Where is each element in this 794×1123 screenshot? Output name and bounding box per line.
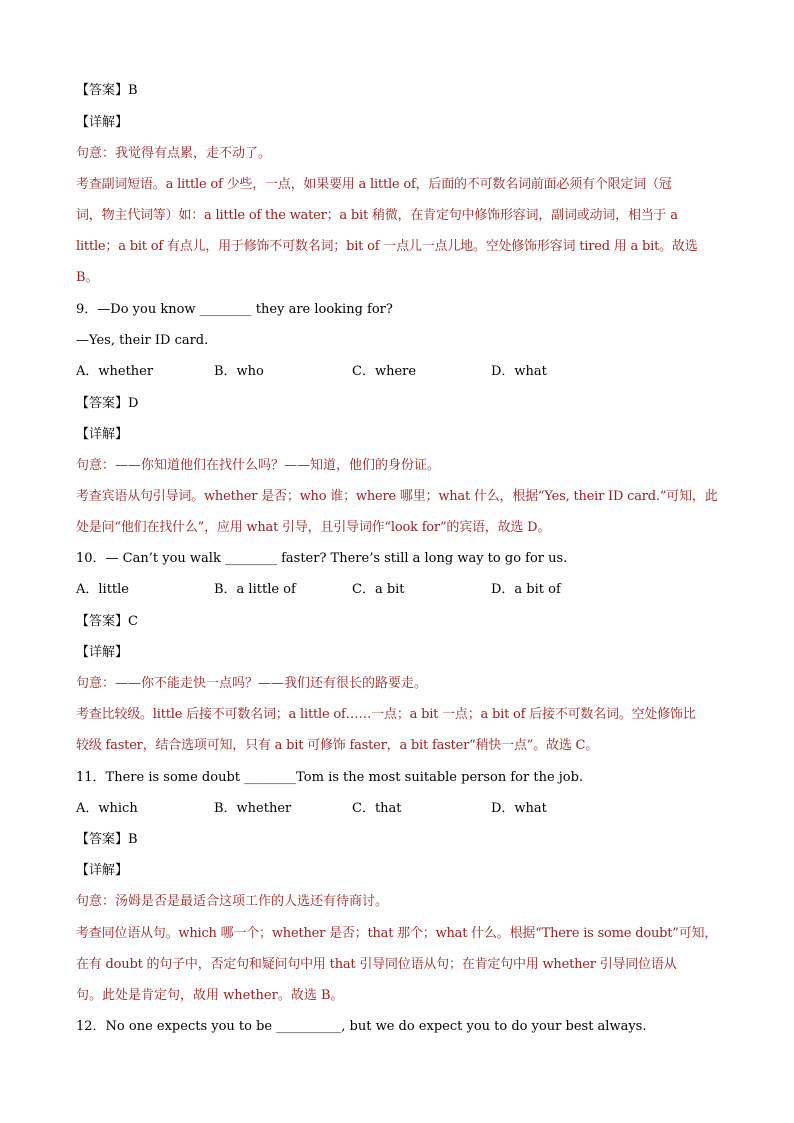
explanation-q10-line2: 较级 faster，结合选项可知，只有 a bit 可修饰 faster，a bit faster“稍快一点”。故选 C。 (76, 738, 599, 753)
explanation-q8-line1: 考查副词短语。a little of 少些，一点，如果要用 a little of，后面的不可数名词前面必须有个限定词（冠 (76, 177, 672, 192)
q10-option-c: C．a bit (352, 582, 405, 597)
q11-option-b: B．whether (214, 801, 292, 816)
q11-option-a: A．which (76, 801, 138, 816)
question-9-reply: —Yes, their ID card. (76, 333, 209, 348)
question-11: 11．There is some doubt ________Tom is the most suitable person for the job. (76, 770, 584, 785)
q10-option-a: A．little (76, 582, 130, 597)
answer-label-q8: 【答案】B (76, 83, 138, 98)
q9-option-a: A．whether (76, 364, 154, 379)
q11-option-c: C．that (352, 801, 402, 816)
question-9: 9．—Do you know ________ they are looking for? (76, 302, 393, 317)
detail-label-q9: 【详解】 (76, 427, 129, 442)
answer-label-q9: 【答案】D (76, 396, 139, 411)
explanation-q11-line2: 在有 doubt 的句子中，否定句和疑问句中用 that 引导同位语从句；在肯定句中用 whether 引导同位语从 (76, 957, 677, 972)
q10-option-d: D．a bit of (491, 582, 561, 597)
sentence-meaning-q10: 句意：——你不能走快一点吗？——我们还有很长的路要走。 (76, 676, 428, 691)
sentence-meaning-q11: 句意：汤姆是否是最适合这项工作的人选还有待商讨。 (76, 894, 389, 909)
explanation-q11-line1: 考查同位语从句。which 哪一个；whether 是否；that 那个；what 什么。根据“There is some doubt”可知， (76, 926, 718, 941)
q10-option-b: B．a little of (214, 582, 296, 597)
sentence-meaning-q9: 句意：——你知道他们在找什么吗？——知道，他们的身份证。 (76, 458, 441, 473)
q9-option-c: C．where (352, 364, 417, 379)
answer-label-q10: 【答案】C (76, 614, 138, 629)
explanation-q8-line3: little；a bit of 有点儿，用于修饰不可数名词；bit of 一点儿一点儿地。空处修饰形容词 tired 用 a bit。故选 (76, 239, 698, 254)
q9-option-d: D．what (491, 364, 547, 379)
explanation-q8-line4: B。 (76, 270, 99, 285)
sentence-meaning-q8: 句意：我觉得有点累，走不动了。 (76, 146, 272, 161)
explanation-q9-line1: 考查宾语从句引导词。whether 是否；who 谁；where 哪里；what 什么，根据“Yes, their ID card.”可知，此 (76, 489, 718, 504)
q9-option-b: B．who (214, 364, 264, 379)
explanation-q9-line2: 处是问“他们在找什么”，应用 what 引导，且引导词作“look for”的宾语，故选 D。 (76, 520, 551, 535)
answer-label-q11: 【答案】B (76, 832, 138, 847)
explanation-q8-line2: 词，物主代词等）如：a little of the water；a bit 稍微，在肯定句中修饰形容词，副词或动词，相当于 a (76, 208, 678, 223)
explanation-q11-line3: 句。此处是肯定句，故用 whether。故选 B。 (76, 988, 344, 1003)
explanation-q10-line1: 考查比较级。little 后接不可数名词；a little of……一点；a bit 一点；a bit of 后接不可数名词。空处修饰比 (76, 707, 696, 722)
question-10: 10．— Can’t you walk ________ faster? There’s still a long way to go for us. (76, 551, 568, 566)
question-12: 12．No one expects you to be __________, but we do expect you to do your best always. (76, 1019, 647, 1034)
detail-label-q10: 【详解】 (76, 645, 129, 660)
q11-option-d: D．what (491, 801, 547, 816)
detail-label-q8: 【详解】 (76, 115, 129, 130)
detail-label-q11: 【详解】 (76, 863, 129, 878)
